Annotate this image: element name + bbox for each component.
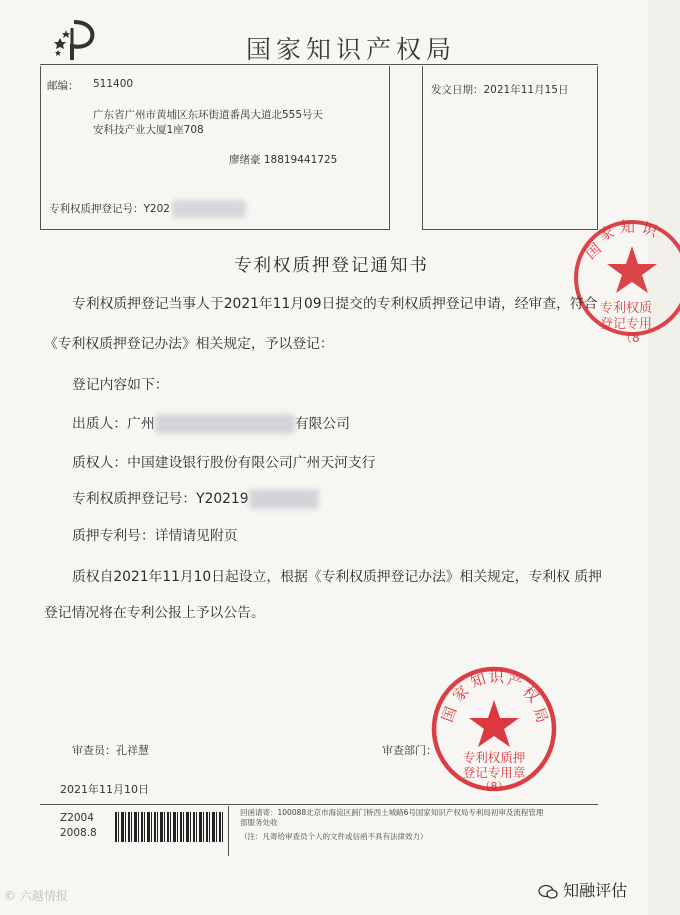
seal-line-1: 专利权质押 xyxy=(462,750,526,765)
pledgor-suffix: 有限公司 xyxy=(294,416,350,432)
header-rule xyxy=(40,64,598,65)
svg-text:家: 家 xyxy=(596,222,617,245)
footer-divider xyxy=(228,806,229,856)
notice-title: 专利权质押登记通知书 xyxy=(234,256,429,276)
cnipa-logo-icon xyxy=(52,18,98,62)
patent-no-row: 质押专利号：详情请见附页 xyxy=(72,528,238,544)
seal-partial-number: （8 xyxy=(620,331,640,345)
reg-no-row xyxy=(72,487,319,509)
registration-label: 专利权质押登记号： xyxy=(49,203,144,215)
date-box xyxy=(422,66,598,230)
examiner: 审查员：孔祥慧 xyxy=(72,744,149,757)
return-address-line-1: 回函请寄：100088北京市海淀区蓟门桥西土城路6号国家知识产权局专利局初审及流程管理 xyxy=(240,808,544,817)
svg-text:知: 知 xyxy=(468,669,489,692)
svg-text:国: 国 xyxy=(438,704,461,725)
postcode-label: 邮编： xyxy=(47,80,79,92)
reg-no-prefix: 专利权质押登记号：Y20219 xyxy=(72,491,249,507)
form-version: 2008.8 xyxy=(60,827,97,839)
watermark-left: © 六越情报 xyxy=(4,889,68,903)
pledgor-prefix: 出质人：广州 xyxy=(72,416,155,432)
seal-number: （8） xyxy=(479,780,509,793)
postcode-value: 511400 xyxy=(93,78,134,90)
address-line-2: 安科技产业大厦1座708 xyxy=(93,124,204,136)
redacted-blur xyxy=(172,200,246,218)
seal-line-2: 登记专用章 xyxy=(462,765,526,780)
seal-partial-line2: 登记专用 xyxy=(600,317,653,332)
paragraph-1-line-2: 《专利权质押登记办法》相关规定，予以登记： xyxy=(44,336,334,352)
issue-date: 2021年11月10日 xyxy=(60,783,149,796)
svg-text:识: 识 xyxy=(489,668,505,686)
registration-partial: Y202 xyxy=(143,203,170,215)
partial-seal-icon xyxy=(570,212,680,346)
paragraph-2-line-1: 质权自2021年11月10日起设立，根据《专利权质押登记办法》相关规定，专利权 质押 xyxy=(72,569,602,585)
disclaimer: （注：凡寄给审查员个人的文件或信函不具有法律效力） xyxy=(240,832,428,841)
seal-partial-line1: 专利权质 xyxy=(600,301,653,316)
svg-text:局: 局 xyxy=(529,704,552,726)
svg-text:产: 产 xyxy=(504,670,525,693)
contact-info: 廖绪豪 18819441725 xyxy=(229,154,338,166)
content-intro: 登记内容如下： xyxy=(72,377,169,393)
address-line-1: 广东省广州市黄埔区东环街道番禺大道北555号天 xyxy=(93,109,324,121)
svg-text:权: 权 xyxy=(519,682,543,707)
svg-text:知: 知 xyxy=(620,218,636,236)
address-box xyxy=(40,66,390,230)
barcode xyxy=(115,812,223,842)
redacted-blur xyxy=(155,414,295,434)
return-address-line-2: 部服务处收 xyxy=(240,818,278,827)
redacted-blur xyxy=(249,489,319,509)
pledgee-row: 质权人：中国建设银行股份有限公司广州天河支行 xyxy=(72,455,376,471)
svg-text:识: 识 xyxy=(639,218,660,241)
department: 审查部门： xyxy=(382,744,437,757)
watermark-right xyxy=(538,878,627,901)
paragraph-1-line-1: 专利权质押登记当事人于2021年11月09日提交的专利权质押登记申请，经审查，符合 xyxy=(72,296,598,312)
svg-text:国: 国 xyxy=(581,239,605,263)
pledgor-row xyxy=(72,412,350,434)
form-code: Z2004 xyxy=(60,812,94,824)
official-seal-icon xyxy=(429,664,559,794)
registration-row xyxy=(49,200,246,218)
send-date: 发文日期：2021年11月15日 xyxy=(431,84,569,96)
wechat-icon xyxy=(538,884,558,900)
watermark-right-text: 知融评估 xyxy=(563,881,628,900)
footer-rule xyxy=(40,804,598,805)
office-title: 国家知识产权局 xyxy=(246,35,457,64)
paragraph-2-line-2: 登记情况将在专利公报上予以公告。 xyxy=(44,605,265,621)
svg-text:家: 家 xyxy=(449,681,473,706)
